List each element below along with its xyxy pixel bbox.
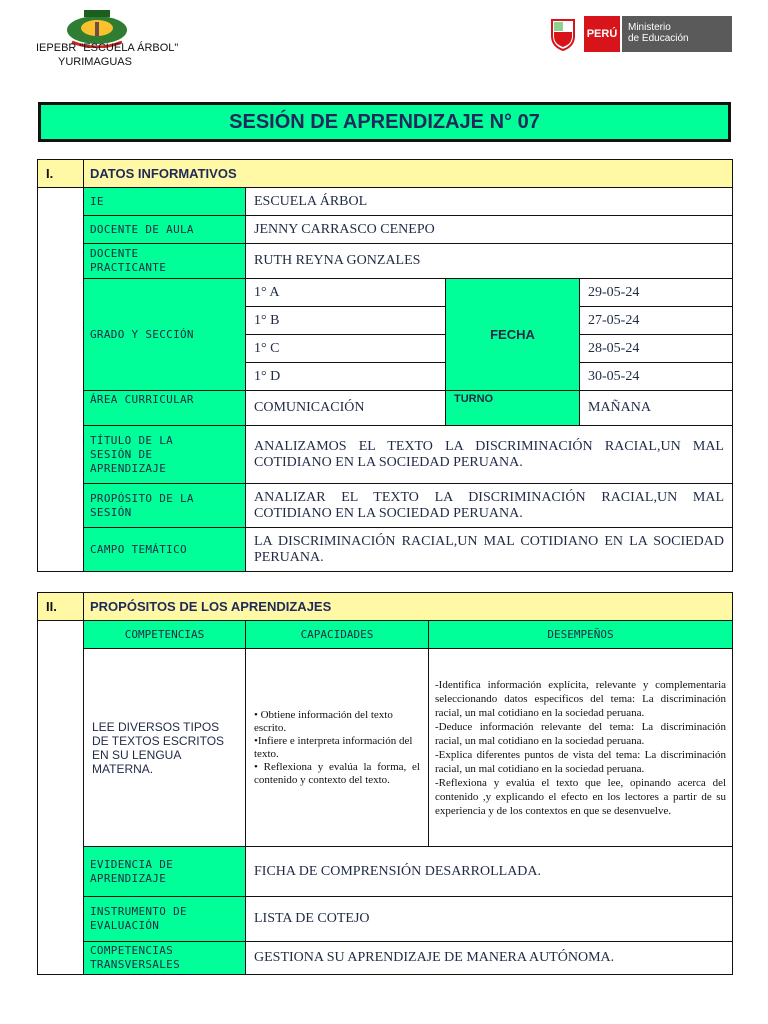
label-line: SESIÓN DE [90, 447, 153, 461]
docente-practicante-value: RUTH REYNA GONZALES [246, 244, 733, 279]
competencia-line: EN SU LENGUA [92, 747, 182, 762]
proposito-label [84, 484, 246, 528]
label-line: SESIÓN [90, 505, 132, 519]
section-spacer [38, 188, 84, 572]
label-line: APRENDIZAJE [90, 871, 167, 885]
competencia-line: MATERNA. [92, 761, 154, 776]
capacidades-cell [246, 649, 429, 847]
capacidad-item: • Obtiene información del texto escrito. [254, 708, 393, 734]
area-value: COMUNICACIÓN [246, 391, 446, 426]
desempeno-item: -Deduce información relevante del tema: La discriminación racial, un mal cotidiano en la sociedad peruana. [435, 720, 727, 747]
ie-label: IE [84, 188, 246, 216]
label-line: PRACTICANTE [90, 261, 167, 274]
fecha-cell: 30-05-24 [580, 363, 733, 391]
school-name: IEPEBR "ESCUELA ÁRBOL" [36, 42, 179, 54]
area-label: ÁREA CURRICULAR [84, 391, 246, 426]
desempeno-item: -Identifica información explícita, relevante y complementaria seleccionando datos específicos del tema: La discriminación racial, un mal cotidiano en la sociedad peruana. [435, 678, 727, 719]
proposito-value: ANALIZAR EL TEXTO LA DISCRIMINACIÓN RACIAL,UN MAL COTIDIANO EN LA SOCIEDAD PERUANA. [246, 484, 733, 528]
capacidad-item: •Infiere e interpreta información del texto. [254, 734, 413, 760]
column-header-desempenos: DESEMPEÑOS [429, 621, 733, 649]
ministry-label [620, 16, 732, 52]
capacidad-item: • Reflexiona y evalúa la forma, el contenido y contexto del texto. [254, 760, 420, 786]
ie-value: ESCUELA ÁRBOL [246, 188, 733, 216]
ministry-line-1: Ministerio [628, 22, 671, 33]
section-spacer [38, 621, 84, 975]
titulo-value: ANALIZAMOS EL TEXTO LA DISCRIMINACIÓN RACIAL,UN MAL COTIDIANO EN LA SOCIEDAD PERUANA. [246, 426, 733, 484]
column-header-competencias: COMPETENCIAS [84, 621, 246, 649]
campo-value: LA DISCRIMINACIÓN RACIAL,UN MAL COTIDIANO EN LA SOCIEDAD PERUANA. [246, 528, 733, 572]
session-title-box [38, 102, 731, 142]
section-title: PROPÓSITOS DE LOS APRENDIZAJES [84, 593, 733, 621]
label-line: DOCENTE [90, 247, 139, 260]
peru-label: PERÚ [584, 16, 620, 52]
label-line: COMPETENCIAS [90, 944, 174, 957]
desempeno-item: -Reflexiona y evalúa el texto que lee, opinando acerca del contenido ,y explicando el efecto en los lectores a partir de su experiencia y de los contextos en que se desenvuelve. [435, 776, 727, 817]
transversales-label [84, 942, 246, 975]
label-line: TRANSVERSALES [90, 958, 180, 971]
label-line: EVALUACIÓN [90, 919, 160, 932]
ministry-logo [548, 16, 732, 52]
section-number: I. [38, 160, 84, 188]
ministry-line-2: de Educación [628, 33, 689, 44]
docente-aula-value: JENNY CARRASCO CENEPO [246, 216, 733, 244]
desempeno-item: -Explica diferentes puntos de vista del tema: La discriminación racial, un mal cotidiano en la sociedad peruana. [435, 748, 727, 775]
grado-cell: 1° B [246, 307, 446, 335]
fecha-label: FECHA [446, 279, 580, 391]
evidencia-label [84, 847, 246, 897]
evidencia-value: FICHA DE COMPRENSIÓN DESARROLLADA. [246, 847, 733, 897]
grado-cell: 1° A [246, 279, 446, 307]
section-number: II. [38, 593, 84, 621]
fecha-cell: 28-05-24 [580, 335, 733, 363]
competencia-cell [84, 649, 246, 847]
session-title: SESIÓN DE APRENDIZAJE N° 07 [229, 110, 540, 133]
peru-shield-icon [548, 16, 578, 52]
section-title: DATOS INFORMATIVOS [84, 160, 733, 188]
fecha-cell: 27-05-24 [580, 307, 733, 335]
turno-value: MAÑANA [580, 391, 733, 426]
label-line: APRENDIZAJE [90, 461, 167, 475]
grado-cell: 1° D [246, 363, 446, 391]
datos-informativos-table [37, 159, 733, 572]
label-line: TÍTULO DE LA [90, 433, 174, 447]
docente-practicante-label [84, 244, 246, 279]
grado-label: GRADO Y SECCIÓN [84, 279, 246, 391]
competencia-line: LEE DIVERSOS TIPOS [92, 719, 220, 734]
instrumento-value: LISTA DE COTEJO [246, 897, 733, 942]
campo-label: CAMPO TEMÁTICO [84, 528, 246, 572]
grado-cell: 1° C [246, 335, 446, 363]
desempenos-cell [429, 649, 733, 847]
competencia-line: DE TEXTOS ESCRITOS [92, 733, 225, 748]
school-city: YURIMAGUAS [58, 56, 132, 68]
label-line: PROPÓSITO DE LA [90, 491, 194, 505]
turno-label: TURNO [446, 391, 580, 426]
titulo-label [84, 426, 246, 484]
label-line: INSTRUMENTO DE [90, 905, 187, 918]
docente-aula-label: DOCENTE DE AULA [84, 216, 246, 244]
transversales-value: GESTIONA SU APRENDIZAJE DE MANERA AUTÓNOMA. [246, 942, 733, 975]
fecha-cell: 29-05-24 [580, 279, 733, 307]
column-header-capacidades: CAPACIDADES [246, 621, 429, 649]
propositos-table [37, 592, 733, 975]
label-line: EVIDENCIA DE [90, 857, 174, 871]
instrumento-label [84, 897, 246, 942]
